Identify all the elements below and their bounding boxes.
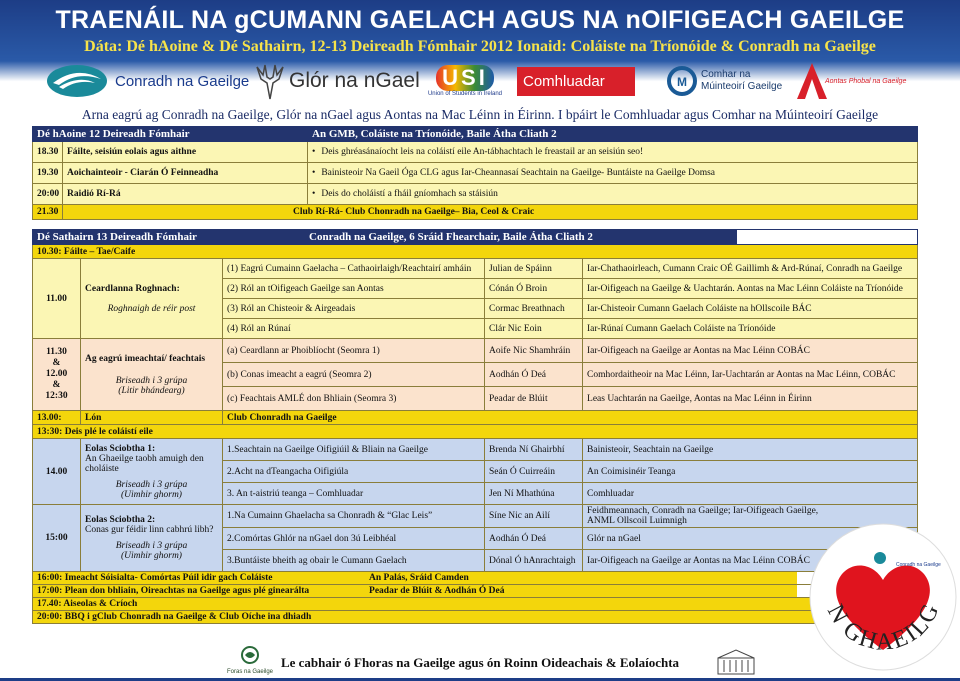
workshop-row: (4) Ról an Rúnaí Clár Nic Eoin Iar-Rúnaí Cumann Gaelach Coláiste na Tríonóide xyxy=(33,319,918,339)
info-session-row: 2.Acht na dTeangacha Oifigiúla Seán Ó Cuirreáin An Coimisinéir Teanga xyxy=(33,461,918,483)
friday-schedule xyxy=(32,126,918,220)
workshop-row: (2) Ról an tOifigeach Gaeilge san Aontas Cónán Ó Broin Iar-Oifigeach na Gaeilge & Uachtarán. Aontas na Mac Léinn Coláiste na Tríonóide xyxy=(33,279,918,299)
discussion-row: 13:30: Deis plé le coláistí eile xyxy=(33,425,918,439)
events-row: (c) Feachtais AMLÉ don Bhliain (Seomra 3) Peadar de Blúit Leas Uachtarán na Gaeilge, Aontas na Mac Léinn in Éirinn xyxy=(33,387,918,411)
info-session-row: 3.Buntáiste bheith ag obair le Cumann Gaelach Dónal Ó hAnrachtaigh Iar-Oifigeach na Gaeilge ar Aontas na Mac Léinn COBÁC xyxy=(33,550,918,572)
aontas-logo: Aontas Phobal na Gaeilge xyxy=(795,58,925,104)
friday-row: 18.30 Fáilte, seisiún eolais agus aithne • Deis ghréasánaíocht leis na coláistí eile An-tábhachtach le freastail ar an seisiún seo! xyxy=(33,142,918,163)
page-title: TRAENÁIL NA gCUMANN GAELACH AGUS NA nOIFIGEACH GAEILGE xyxy=(55,6,905,34)
info-session-row: 14.00 Eolas Sciobtha 1: An Ghaeilge taobh amuigh den choláiste Briseadh i 3 grúpa (Uimhir ghorm) 1.Seachtain na Gaeilge Oifigiúil & Bliain na Gaeilge Brenda Ní Ghairbhí Bainisteoir, Seachtain na Gaeilge xyxy=(33,439,918,461)
friday-row: 20:00 Raidió Rí-Rá • Deis do choláistí a fháil gníomhach sa stáisiún xyxy=(33,184,918,205)
events-row: (b) Conas imeacht a eagrú (Seomra 2) Aodhán Ó Deá Comhordaitheoir na Mac Léinn, Iar-Uachtarán ar Aontas na Mac Léinn, COBÁC xyxy=(33,363,918,387)
date-venue-subtitle: Dáta: Dé hAoine & Dé Sathairn, 12-13 Deireadh Fómhair 2012 Ionaid: Coláiste na Tríonóide & Conradh na Gaeilge xyxy=(84,38,876,55)
closing-row: 17.40: Aiseolas & Críoch xyxy=(33,598,918,611)
comhar-circle-icon xyxy=(667,66,697,96)
saturday-schedule xyxy=(32,229,918,624)
lunch-row: 13.00: Lón Club Chonradh na Gaeilge xyxy=(33,411,918,425)
heart-icon xyxy=(808,522,958,672)
badge-logo-text: Conradh na Gaeilge xyxy=(896,562,941,568)
foras-logo: Foras na Gaeilge xyxy=(226,646,274,676)
comhar-logo: M Comhar na Múinteoirí Gaeilge xyxy=(667,58,797,104)
friday-header: Dé hAoine 12 Deireadh Fómhair An GMB, Coláiste na Tríonóide, Baile Átha Cliath 2 xyxy=(33,127,918,142)
workshop-row: 11.00 Ceardlanna Roghnach: Roghnaigh de réir post (1) Eagrú Cumainn Gaelacha – Cathaoirlaigh/Reachtairí amháin Julian de Spáinn Iar-Chathaoirleach, Cumann Craic OÉ Gaillimh & Ard-Rúnaí, Conradh na Gaeilge xyxy=(33,259,918,279)
sponsor-logos xyxy=(45,58,925,106)
closing-row: 16:00: Imeacht Sóisialta- Comórtas Púil idir gach Coláiste An Palás, Sráid Camden xyxy=(33,572,918,585)
organisers-intro: Arna eagrú ag Conradh na Gaeilge, Glór na nGael agus Aontas na Mac Léinn in Éirinn. I bpáirt le Comhluadar agus Comhar na Múinteoirí Gaeilge xyxy=(81,107,879,122)
info-session-row: 2.Comórtas Ghlór na nGael don 3ú Leibhéal Aodhán Ó Deá Glór na nGael xyxy=(33,528,918,550)
usi-logo: USI Union of Students in Ireland xyxy=(427,65,503,97)
department-crest xyxy=(716,648,756,676)
friday-closing-row: 21.30 Club Rí-Rá- Club Chonradh na Gaeilge– Bia, Ceol & Craic xyxy=(33,205,918,220)
conradh-logo: Conradh na Gaeilge xyxy=(45,58,255,104)
friday-row: 19.30 Aoichainteoir - Ciarán Ó Feinneadha • Bainisteoir Na Gaeil Óga CLG agus Iar-Cheannasaí Seachtain na Gaeilge- Buntáiste na Gaeilge Domsa xyxy=(33,163,918,184)
saturday-header: Dé Sathairn 13 Deireadh Fómhair Conradh na Gaeilge, 6 Sráid Fhearchair, Baile Átha Cliath 2 xyxy=(33,230,918,245)
badge-text: N GHAEILG xyxy=(821,598,946,656)
funding-footer: Le cabhair ó Fhoras na Gaeilge agus ón Roinn Oideachais & Eolaíochta xyxy=(280,655,680,670)
an-ghaeilge-heart-badge xyxy=(808,522,958,672)
closing-row: 20:00: BBQ i gClub Chonradh na Gaeilge & Club Oíche ina dhiadh xyxy=(33,611,918,624)
government-building-icon xyxy=(716,648,756,676)
info-session-row: 15:00 Eolas Sciobtha 2: Conas gur féidir linn cabhrú libh? Briseadh i 3 grúpa (Uimhir ghorm) 1.Na Cumainn Ghaelacha sa Chonradh & “Glac Leis” Síne Nic an Ailí Feidhmeannach, Conradh na Gaeilge; Iar-Oifigeach Gaeilge, ANML Ollscoil Luimnigh xyxy=(33,505,918,528)
welcome-row: 10.30: Fáilte – Tae/Caife xyxy=(33,245,918,259)
info-session-row: 3. An t-aistriú teanga – Comhluadar Jen Ní Mhathúna Comhluadar xyxy=(33,483,918,505)
closing-row: 17:00: Plean don bhliain, Oireachtas na Gaeilge agus plé ginearálta Peadar de Blúit & Aodhán Ó Deá xyxy=(33,585,918,598)
aontas-a-icon xyxy=(795,61,829,101)
events-row: 11.30 & 12.00 & 12:30 Ag eagrú imeachtaí/ feachtais Briseadh i 3 grúpa (Litir bhándearg) (a) Ceardlann ar Phoiblíocht (Seomra 1) Aoife Nic Shamhráin Iar-Oifigeach na Gaeilge ar Aontas na Mac Léinn COBÁC xyxy=(33,339,918,363)
conradh-swirl-icon xyxy=(45,63,109,99)
deer-icon xyxy=(255,61,285,101)
svg-text:M: M xyxy=(677,75,687,89)
glor-logo: Glór na nGael xyxy=(255,58,455,104)
workshop-row: (3) Ról an Chisteoir & Airgeadais Cormac Breathnach Iar-Chisteoir Cumann Gaelach Coláiste na hOllscoile BÁC xyxy=(33,299,918,319)
comhluadar-logo: Comhluadar xyxy=(517,58,649,104)
